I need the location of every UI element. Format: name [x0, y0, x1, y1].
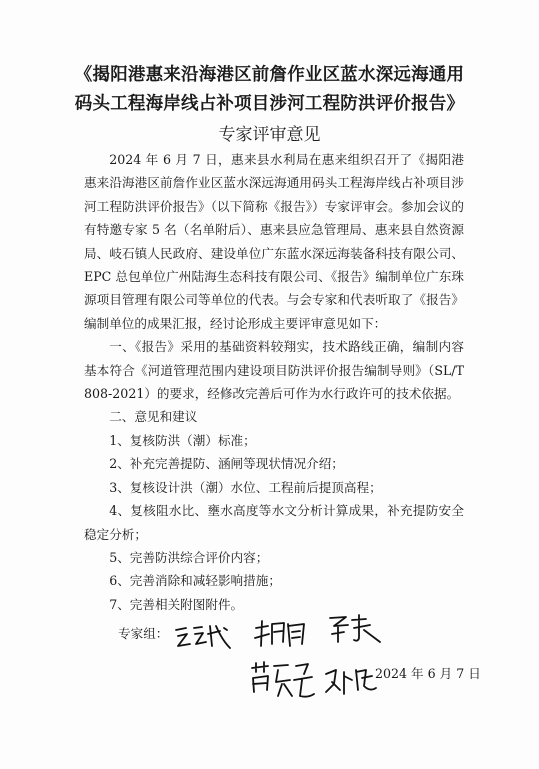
document-body [84, 148, 464, 616]
list-item: 4、复核阻水比、壅水高度等水文分析计算成果，补充提防安全稳定分析； [84, 503, 464, 542]
handwritten-signature-4 [248, 660, 318, 702]
signature-label: 专家组： [118, 626, 169, 641]
handwritten-signature-2 [252, 618, 314, 652]
handwritten-signature-1 [172, 622, 234, 656]
document-subtitle: 专家评审意见 [218, 125, 321, 145]
list-item: 2、补充完善提防、涵闸等现状情况介绍； [109, 456, 344, 472]
handwritten-signature-5 [322, 664, 380, 702]
list-item: 6、完善消除和减轻影响措施； [109, 573, 281, 589]
paragraph-heading-2: 二、意见和建议 [109, 409, 198, 425]
document-date: 2024 年 6 月 7 日 [375, 666, 481, 681]
list-item: 1、复核防洪（潮）标准； [109, 432, 256, 448]
document-title-line-1: 《揭阳港惠来沿海港区前詹作业区蓝水深远海通用 [74, 65, 465, 85]
list-item: 7、完善相关附图附件。 [109, 596, 244, 612]
paragraph-intro: 2024 年 6 月 7 日，惠来县水利局在惠来组织召开了《揭阳港惠来沿海港区前詹作业区蓝水深远海通用码头工程海岸线占补项目涉河工程防洪评价报告》（以下简称《报告》）专家评审会。参加会议的有特邀专家 5 名（名单附后）、惠来县应急管理局、惠来县自然资源局、岐石镇人民政府、建设单位广东蓝水深远海装备科技有限公司、EPC 总包单位广州陆海生态科技有限公司、《报告》编制单位广东珠源项目管理有限公司等单位的代表。与会专家和代表听取了《报告》编制单位的成果汇报，经讨论形成主要评审意见如下： [84, 152, 464, 331]
list-item: 5、完善防洪综合评价内容； [109, 549, 269, 565]
paragraph-opinion-1: 一、《报告》采用的基础资料较翔实，技术路线正确，编制内容基本符合《河道管理范围内建设项目防洪评价报告编制导则》（SL/T 808-2021）的要求，经修改完善后可作为水行政许可的技术依据。 [84, 339, 464, 402]
document-title-line-2: 码头工程海岸线占补项目涉河工程防洪评价报告》 [74, 94, 465, 114]
list-item: 3、复核设计洪（潮）水位、工程前后提顶高程； [109, 479, 382, 495]
handwritten-signature-3 [326, 612, 384, 648]
